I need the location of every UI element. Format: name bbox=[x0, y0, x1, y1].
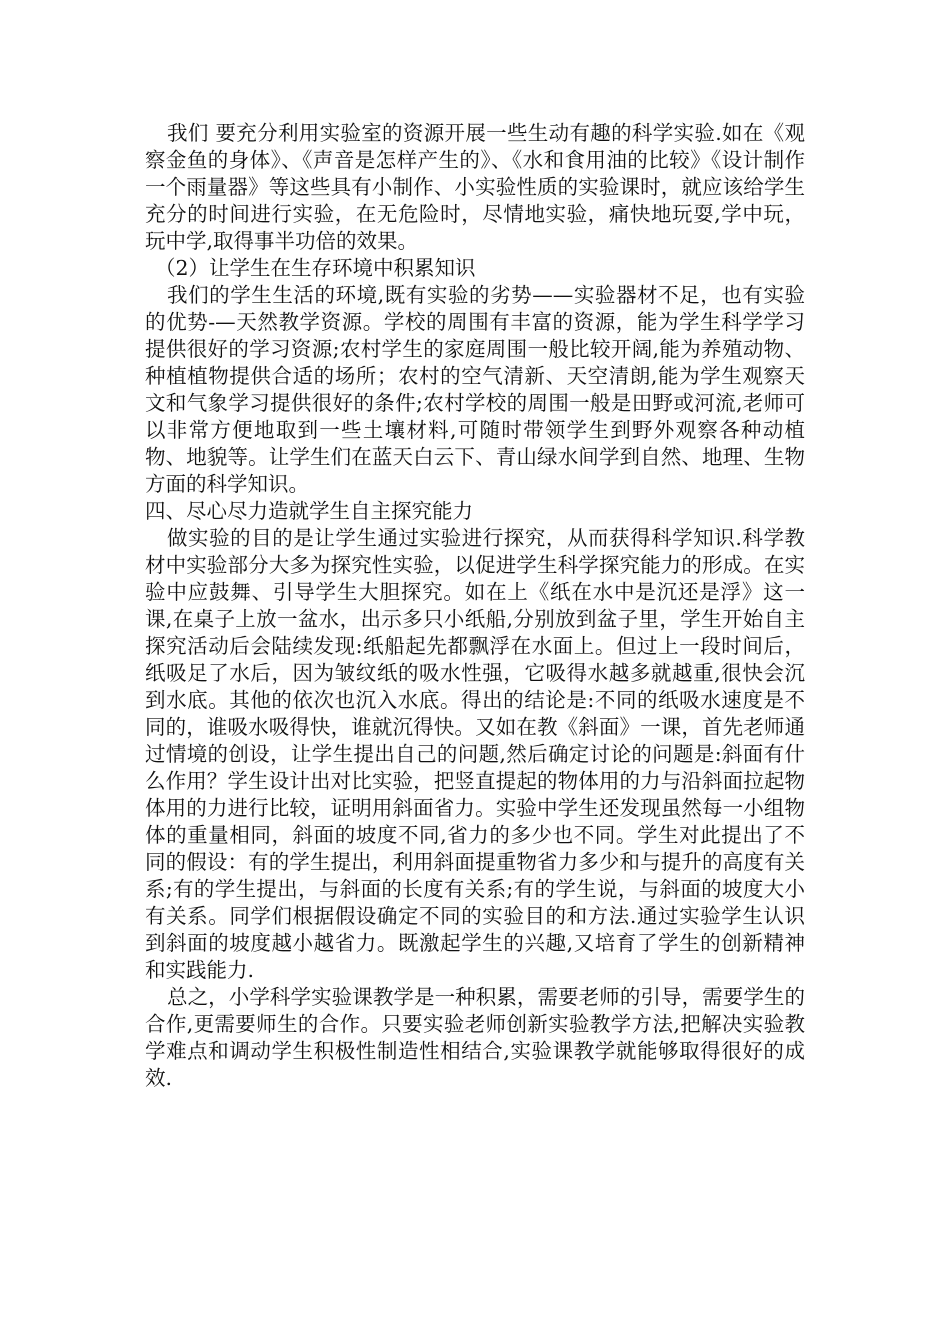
paragraph-environment: 我们的学生生活的环境,既有实验的劣势——实验器材不足，也有实验的优势-—天然教学资源。学校的周围有丰富的资源，能为学生科学学习提供很好的学习资源;农村学生的家庭周围一般比较开阔,能为养殖动物、种植植物提供合适的场所；农村的空气清新、天空清朗,能为学生观察天文和气象学习提供很好的条件;农村学校的周围一般是田野或河流,老师可以非常方便地取到一些土壤材料,可随时带领学生到野外观察各种动植物、地貌等。让学生们在蓝天白云下、青山绿水间学到自然、地理、生物方面的科学知识。 bbox=[145, 283, 805, 496]
subheading-environment: （2）让学生在生存环境中积累知识 bbox=[155, 256, 476, 280]
document-page bbox=[145, 120, 805, 1092]
paragraph-conclusion: 总之，小学科学实验课教学是一种积累，需要老师的引导，需要学生的合作,更需要师生的合作。只要实验老师创新实验教学方法,把解决实验教学难点和调动学生积极性制造性相结合,实验课教学就能够取得很好的成效. bbox=[145, 985, 805, 1090]
paragraph-lab-resources: 我们 要充分利用实验室的资源开展一些生动有趣的科学实验.如在《观察金鱼的身体》、《声音是怎样产生的》、《水和食用油的比较》《设计制作一个雨量器》等这些具有小制作、小实验性质的实验课时，就应该给学生充分的时间进行实验，在无危险时，尽情地实验，痛快地玩耍,学中玩，玩中学,取得事半功倍的效果。 bbox=[145, 121, 805, 253]
paragraph-inquiry: 做实验的目的是让学生通过实验进行探究，从而获得科学知识.科学教材中实验部分大多为探究性实验，以促进学生科学探究能力的形成。在实验中应鼓舞、引导学生大胆探究。如在上《纸在水中是沉还是浮》这一课,在桌子上放一盆水，出示多只小纸船,分别放到盆子里，学生开始自主探究活动后会陆续发现:纸船起先都飘浮在水面上。但过上一段时间后，纸吸足了水后，因为皱纹纸的吸水性强，它吸得水越多就越重,很快会沉到水底。其他的依次也沉入水底。得出的结论是:不同的纸吸水速度是不同的，谁吸水吸得快，谁就沉得快。又如在教《斜面》一课，首先老师通过情境的创设，让学生提出自己的问题,然后确定讨论的问题是:斜面有什么作用？学生设计出对比实验，把竖直提起的物体用的力与沿斜面拉起物体用的力进行比较，证明用斜面省力。实验中学生还发现虽然每一小组物体的重量相同，斜面的坡度不同,省力的多少也不同。学生对此提出了不同的假设：有的学生提出，利用斜面提重物省力多少和与提升的高度有关系;有的学生提出，与斜面的长度有关系;有的学生说，与斜面的坡度大小有关系。同学们根据假设确定不同的实验目的和方法.通过实验学生认识到斜面的坡度越小越省力。既激起学生的兴趣,又培育了学生的创新精神和实践能力. bbox=[145, 526, 805, 982]
section-heading-inquiry: 四、尽心尽力造就学生自主探究能力 bbox=[145, 499, 473, 523]
